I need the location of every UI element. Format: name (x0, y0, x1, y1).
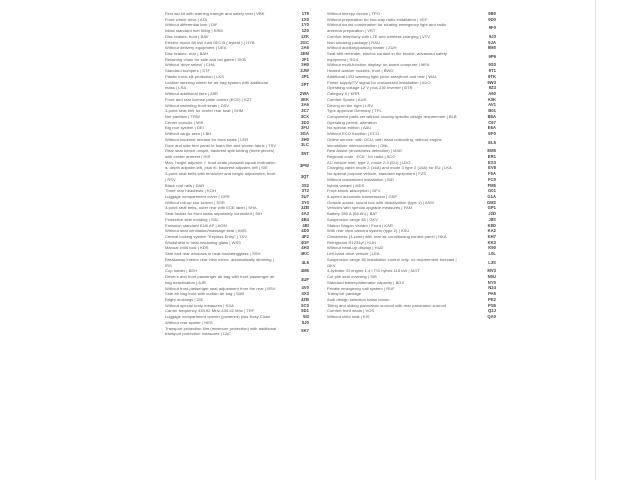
equipment-description: Without swiveling front seats | DSV (165, 102, 230, 108)
equipment-description: Without sound combination for rotating emergency light and radio antenna preparation | VRT (327, 22, 447, 34)
equipment-code: 4F2 (301, 233, 309, 239)
equipment-description: Bright moldings | ZIE (165, 296, 204, 302)
equipment-description: Center console | MIK (165, 119, 204, 125)
equipment-description: Battery 380 A (68 Ah) | BAT (327, 211, 378, 217)
equipment-code: 4V0 (301, 285, 309, 291)
right-description-column (327, 11, 462, 480)
equipment-code: 4D0 (301, 228, 309, 234)
equipment-description: Side air bag front with curtain air bag | SAB (165, 291, 245, 297)
equipment-description: Comfort telephony with LTE and wireless charging | VTV (327, 33, 430, 39)
equipment-description: Black roof rails | DAR (165, 182, 205, 188)
equipment-description: Plastic trunk sill protection | LKS (165, 73, 224, 79)
equipment-description: Outside sound, sound box with deactivation (type 1) | ASM (327, 199, 434, 205)
equipment-description: Standard bumpers | STF (165, 68, 210, 74)
equipment-code: F0A (488, 171, 496, 177)
equipment-description: Man. height adjustm. f. front seats plusseat squab inclination a. depth adjustm.left, plus el. backrest adjustm. left | SIE (165, 159, 276, 171)
equipment-description: Disc brakes, rear | BAH (165, 51, 209, 57)
equipment-code: 5K7 (301, 328, 309, 334)
equipment-code: KH7 (487, 233, 496, 239)
equipment-code: 9F0 (488, 25, 496, 31)
equipment-code: 3H0 (301, 136, 309, 142)
equipment-description: Leather steering wheel for air bag system with additional mass | LRA (165, 79, 268, 91)
equipment-description: Without telecpy device | TPG (327, 11, 380, 16)
equipment-description: Without front passenger seat adjustment from the rear | BSV (165, 285, 276, 291)
equipment-code: 1ZK (301, 33, 309, 39)
equipment-code: 1Z0 (301, 28, 309, 34)
equipment-description: Luggage compartment cover | GPR (165, 194, 230, 199)
equipment-description: Without special body measures | KSA (165, 302, 234, 308)
equipment-code: L3S (488, 259, 496, 265)
equipment-description: Central locking system "Keyless Entry" | TKV (165, 234, 248, 240)
equipment-code: N24 (488, 285, 496, 291)
equipment-code: 4ZB (301, 296, 309, 302)
equipment-description: Rear seat bench unsplit, backrest split folding (three pieces) with center armrest | HIS (165, 148, 275, 159)
equipment-description: Comfort Sports | AUS (327, 96, 367, 102)
equipment-description: Cup holder | BEH (165, 268, 198, 274)
equipment-description: Station Wagon Variant / Front | KAR (327, 222, 393, 228)
equipment-code: A60 (488, 91, 496, 97)
equipment-code: 9M0 (487, 45, 496, 51)
equipment-code: 3LC (301, 142, 309, 148)
equipment-code: KA2 (487, 228, 496, 234)
equipment-description: 3-point seat belts, outer rear with ECE label | SHA (165, 205, 257, 211)
equipment-description: Component parts set without country-specific design requirement | BLB (327, 113, 457, 119)
equipment-description: Without rear spoiler | HES (165, 319, 213, 325)
equipment-code: J2D (488, 211, 496, 217)
equipment-description: Emission standard EU6 AP | AGM (165, 222, 227, 228)
equipment-code: 3ZB (301, 205, 309, 211)
equipment-description: 3-point seat belts with tensioner and height adjustment, front | RSV (165, 171, 276, 182)
equipment-description: Without additional tires | Z8R (165, 91, 218, 97)
left-code-column (283, 11, 309, 480)
equipment-description: Heated washer nozzles, front | BWD (327, 68, 394, 74)
equipment-description: Without cargo area | LBH (165, 131, 212, 137)
equipment-description: Side and rear windows in heat-insulatingglass | SSH (165, 251, 261, 257)
equipment-code: N0U (487, 274, 496, 280)
equipment-code: EM5 (487, 148, 496, 154)
equipment-description: Rest Assist (drowsiness detection) | MXE (327, 148, 402, 154)
equipment-description: Audi design selection balao brown (327, 296, 390, 302)
equipment-description: Driver's and front passenger air bag with front passenger air bag deactivation | AJB (165, 274, 275, 285)
equipment-description: Without differential lock | DIF (165, 22, 218, 28)
equipment-code: 3U7 (301, 193, 309, 199)
equipment-code: 5D1 (301, 308, 309, 314)
equipment-description: Windshield in heat-insulating glass | WSS (165, 239, 241, 245)
right-column-block (327, 11, 496, 480)
equipment-description: Refrigerant R1234yf | KUH (327, 239, 376, 245)
equipment-description: Front wheel drive | ATA (165, 16, 208, 22)
equipment-code: 3CX (300, 113, 309, 119)
equipment-description: First aid kit with warning triangle and safety vest | VBK (165, 11, 265, 16)
equipment-description: 3-point seat belt for center rear seat | SHM (165, 108, 244, 114)
equipment-description: No special edition | AAU (327, 125, 372, 131)
equipment-description: Comfort front seats | VOS (327, 308, 375, 314)
equipment-code: QA0 (487, 314, 496, 320)
equipment-description: Standard battery/alternator capacity | BGX (327, 279, 405, 285)
equipment-code: 2H0 (301, 62, 309, 68)
equipment-description: Regional code ' ECE ' for radio | ACO (327, 153, 396, 159)
equipment-code: K8D (487, 222, 496, 228)
equipment-code: MV3 (487, 268, 496, 274)
equipment-code: 1T9 (301, 10, 309, 16)
equipment-code: 5J0 (301, 319, 309, 325)
equipment-code: 4GF (300, 239, 309, 245)
equipment-code: 3NT (301, 151, 309, 157)
equipment-description: Without ECO function | ECO (327, 131, 379, 137)
equipment-description: Without multi-function display/ on-board computer | MFA (327, 62, 430, 68)
equipment-description: Front and rear license plate carrier (ECE) | KZT (165, 96, 252, 102)
left-column-block (165, 11, 309, 480)
equipment-code: 2JW (300, 68, 309, 74)
left-description-column (165, 11, 277, 480)
equipment-code: ER1 (487, 153, 496, 159)
equipment-code: 2EM (300, 50, 309, 56)
equipment-description: Seat belt reminder, electric contact in the buckle, advanced safety equipment | SGX (327, 51, 447, 62)
equipment-description: hybrid variant | MDS (327, 182, 365, 188)
equipment-code: FC0 (488, 176, 496, 182)
equipment-code: ES3 (488, 159, 496, 165)
equipment-code: 5C0 (301, 302, 309, 308)
equipment-description: Driving on the right | LRV (327, 102, 374, 108)
equipment-code: 4B4 (301, 216, 309, 222)
equipment-description: Protective side molding | SSL (165, 216, 219, 222)
equipment-description: Type approval Germany | TPL (327, 108, 382, 114)
equipment-description: No special purpose vehicle, standard equipment | FZS (327, 171, 427, 177)
equipment-code: FM5 (487, 182, 496, 188)
equipment-description: Without backrest release for front seats | LER (165, 136, 249, 142)
equipment-code: 4L6 (301, 259, 309, 265)
equipment-code: G01 (488, 188, 496, 194)
equipment-description: Without head-up display | HUD (327, 245, 384, 251)
equipment-description: Initial standard fuel filling | KRM (165, 28, 223, 34)
equipment-code: 9D0 (488, 16, 496, 22)
equipment-code: AV1 (488, 102, 496, 108)
equipment-code: 9JA (488, 39, 496, 45)
equipment-code: 3PW (299, 162, 309, 168)
equipment-description: Big roof system | DEI (165, 125, 204, 131)
equipment-code: 9J3 (488, 33, 496, 39)
equipment-code: K90 (488, 245, 496, 251)
equipment-description: Manual child lock | KDS (165, 245, 209, 251)
equipment-description: Additional LED warning light (door area)front and rear | WAL (327, 73, 438, 79)
equipment-code: 2F1 (301, 56, 309, 62)
equipment-code: 9T1 (488, 68, 496, 74)
equipment-code: 3Y0 (301, 199, 309, 205)
equipment-description: Operating permit, alteration (327, 119, 377, 125)
equipment-description: Retaining chain for side and tail gates | SKB (165, 56, 246, 62)
equipment-code: 9P9 (488, 53, 496, 59)
right-code-column (470, 11, 496, 480)
equipment-code: 2P1 (301, 73, 309, 79)
equipment-description: Suspension range 35 installation control only, no requirement forecast | GKV (327, 256, 457, 268)
equipment-description: Operating voltage 12 V plus 230 inverter | BTR (327, 85, 413, 91)
equipment-code: 3D3 (301, 119, 309, 125)
equipment-description: Front shock absorption | DFV (327, 188, 381, 194)
equipment-code: 2GC (300, 39, 309, 45)
equipment-code: EF0 (488, 131, 496, 137)
equipment-description: AC vehicle inlet, type 2, mode 2-3 (EU) | LDO (327, 159, 411, 165)
equipment-code: 3T2 (301, 188, 309, 194)
equipment-description: Charging cable mode 2 (16A) and mode 3 type 2 (16A) for EU | LKA (327, 165, 452, 171)
equipment-description: Three rear headrests | KOH (165, 188, 216, 194)
equipment-code: Q2J (488, 308, 496, 314)
equipment-code: EV8 (488, 165, 496, 171)
equipment-code: PA6 (488, 291, 496, 297)
equipment-description: Without auxiliary/parking heater | ZUH (327, 45, 397, 51)
equipment-code: 5I3 (303, 314, 309, 320)
equipment-description: Private emergency call system | RUF (327, 285, 395, 291)
equipment-description: Left-hand drive vehicle | LEA (327, 251, 380, 257)
equipment-description: Seat heater for front seats separately controlled | SIH (165, 211, 263, 217)
equipment-code: 3GA (300, 131, 309, 137)
equipment-description: Breakaway interior rear view mirror, automatically dimming | IRS (165, 256, 274, 268)
equipment-code: NY0 (487, 279, 496, 285)
equipment-code: KK3 (487, 239, 496, 245)
equipment-description: Vehicles with special upgrade measures | FAM (327, 205, 413, 211)
equipment-code: EL5 (488, 139, 496, 145)
equipment-code: 4H3 (301, 245, 309, 251)
equipment-code: B01 (488, 108, 496, 114)
equipment-code: C67 (488, 119, 496, 125)
equipment-code: 9Z3 (488, 85, 496, 91)
equipment-description: With rear view camera system (type 2) | KSU (327, 228, 410, 234)
equipment-description: Climatronic (3-zone) with rear air conditioning control panel | HKA (327, 234, 447, 240)
equipment-code: 4KC (300, 251, 309, 257)
equipment-description: Cut pile seat covering | SIB (327, 274, 377, 280)
equipment-description: Transport package (327, 291, 362, 297)
equipment-description: Door and side trim panel in foam film and woven fabric | TSV (165, 142, 277, 148)
equipment-description: Disc brakes, front | BAV (165, 33, 209, 39)
equipment-code: 4A3 (301, 211, 309, 217)
equipment-description: Power supply/TV signal for customized installation | AUO (327, 79, 431, 85)
equipment-code: 3EK (300, 96, 309, 102)
equipment-code: 1Y0 (301, 22, 309, 28)
equipment-description: Without seat ventilation/massage seat | KMS (165, 228, 247, 234)
equipment-description: Category 0 | KRR (327, 91, 360, 97)
equipment-code: 1X0 (301, 16, 309, 22)
equipment-description: Carrier frequency 433.92 MHz-434.42 Mhz | TRF (165, 308, 255, 314)
equipment-code: 3S2 (301, 182, 309, 188)
equipment-description: Without roll-up sun screen | SSR (165, 199, 225, 205)
equipment-description: Transport protection film (minimum protection) with additional transport protection measures | LAC (165, 325, 277, 337)
equipment-code: A3K (487, 96, 496, 102)
equipment-code: 2PT (301, 82, 309, 88)
equipment-description: Tilting and sliding panoramic sunroof with rear panoramic sunroof (327, 302, 447, 308)
equipment-code: 4X3 (301, 291, 309, 297)
equipment-code: GM2 (486, 199, 496, 205)
equipment-code: 3A6 (301, 102, 309, 108)
equipment-code: G1A (487, 193, 496, 199)
equipment-description: Luggage compartment opener (powered) plus Easy Close (165, 314, 271, 320)
equipment-code: 3QT (300, 173, 309, 179)
equipment-description: 4-cylinder SI engine 1.4 l TSI hybrid 115 kW | MOT (327, 268, 420, 274)
equipment-code: E6A (487, 125, 496, 131)
equipment-code: 9S0 (488, 62, 496, 68)
equipment-code: 2WA (299, 91, 309, 97)
equipment-description: Without delivery equipment | UEA (165, 45, 227, 51)
equipment-code: B6A (487, 113, 496, 119)
equipment-code: 4BI (302, 222, 309, 228)
equipment-code: 3FU (301, 125, 309, 131)
equipment-code: 9B0 (488, 10, 496, 16)
equipment-code: L0L (488, 251, 496, 257)
equipment-code: PS6 (488, 302, 496, 308)
equipment-description: Without customized installation | IND (327, 176, 394, 182)
equipment-code: PE2 (488, 296, 496, 302)
equipment-description: Non-smoking package | RAU (327, 39, 380, 45)
equipment-description: Without preparation for two-way radio installation | VEF (327, 16, 428, 22)
equipment-description: Without child seat | KIS (327, 314, 370, 320)
equipment-description: Without 'drive select' | CHA (165, 62, 215, 68)
equipment-description: Electric motor 85 kW /unit 0EC.B ( hybrid ) | HYB (165, 39, 255, 45)
equipment-description: 6-speed automatic transmission | GSP (327, 194, 398, 199)
equipment-description: Net partition | TRW (165, 113, 200, 119)
equipment-code: 4M6 (300, 268, 309, 274)
equipment-description: Online service, with OCU, with head unitcoding, without engine immobilizer interconnection | ONL (327, 136, 442, 148)
equipment-code: GP1 (487, 205, 496, 211)
equipment-code: 2A6 (301, 45, 309, 51)
equipment-code: J8S (488, 216, 496, 222)
equipment-description: Suspension range 85 | GKV (327, 216, 378, 222)
equipment-code: 4UF (301, 276, 309, 282)
equipment-code: 3C7 (301, 108, 309, 114)
equipment-code: 9W3 (487, 79, 496, 85)
equipment-code: 9TK (488, 73, 496, 79)
